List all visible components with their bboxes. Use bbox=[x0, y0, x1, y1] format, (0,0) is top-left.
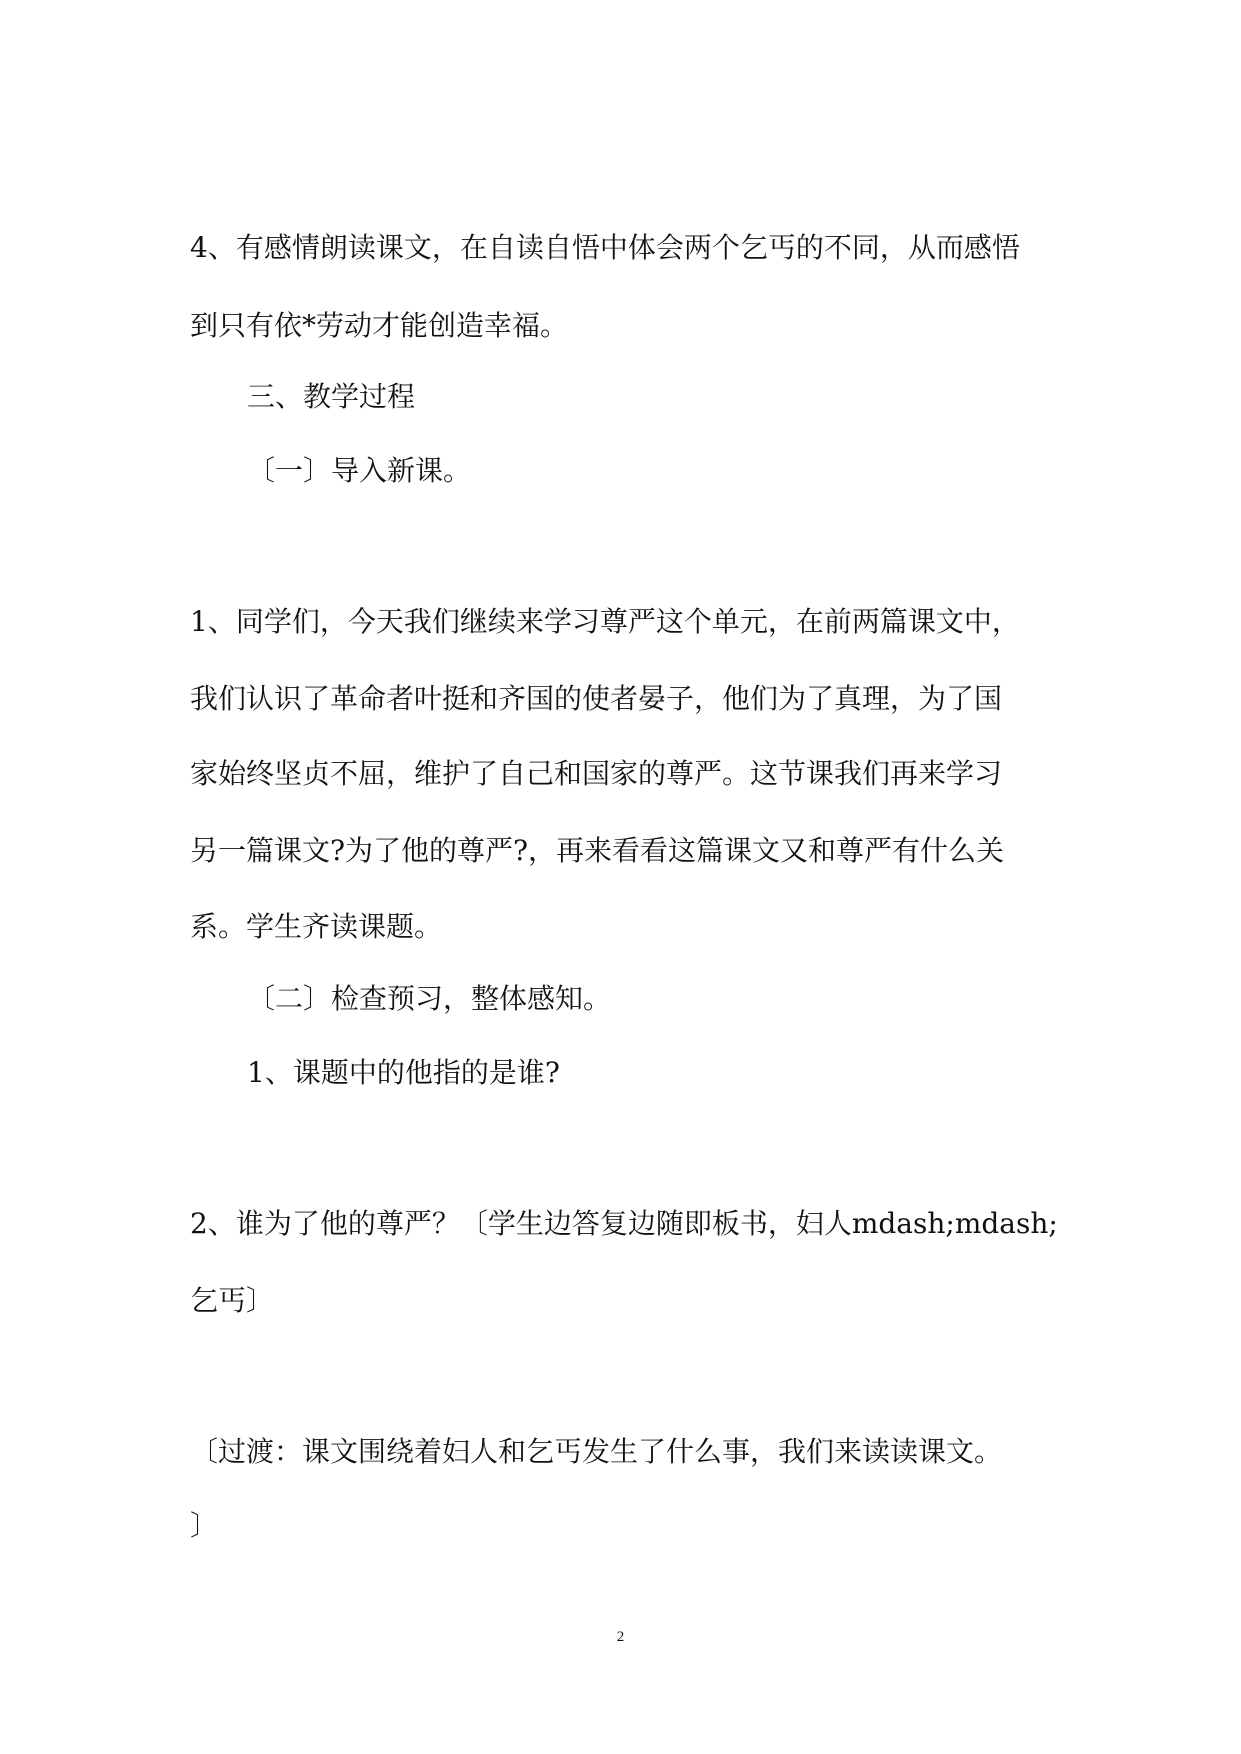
transition-note: 〔过渡：课文围绕着妇人和乞丐发生了什么事，我们来读读课文。 bbox=[190, 1435, 1003, 1468]
paragraph-line: 另一篇课文?为了他的尊严?，再来看看这篇课文又和尊严有什么关 bbox=[190, 834, 1005, 867]
paragraph-line: 系。学生齐读课题。 bbox=[190, 910, 443, 943]
question-line: 1、课题中的他指的是谁? bbox=[247, 1056, 560, 1089]
transition-note: 〕 bbox=[190, 1509, 219, 1542]
subsection-heading: 〔二〕检查预习，整体感知。 bbox=[247, 982, 612, 1015]
paragraph-line: 我们认识了革命者叶挺和齐国的使者晏子，他们为了真理，为了国 bbox=[190, 682, 1003, 715]
section-heading: 三、教学过程 bbox=[247, 380, 416, 413]
paragraph-line: 到只有依*劳动才能创造幸福。 bbox=[190, 309, 569, 342]
paragraph-line: 家始终坚贞不屈，维护了自己和国家的尊严。这节课我们再来学习 bbox=[190, 757, 1003, 790]
page-number: 2 bbox=[616, 1629, 625, 1645]
question-line: 乞丐〕 bbox=[190, 1284, 275, 1317]
paragraph-line: 4、有感情朗读课文，在自读自悟中体会两个乞丐的不同，从而感悟 bbox=[190, 231, 1020, 264]
question-line: 2、谁为了他的尊严？〔学生边答复边随即板书，妇人mdash;mdash; bbox=[190, 1207, 1058, 1240]
subsection-heading: 〔一〕导入新课。 bbox=[247, 454, 472, 487]
paragraph-line: 1、同学们，今天我们继续来学习尊严这个单元，在前两篇课文中， bbox=[190, 605, 1020, 638]
